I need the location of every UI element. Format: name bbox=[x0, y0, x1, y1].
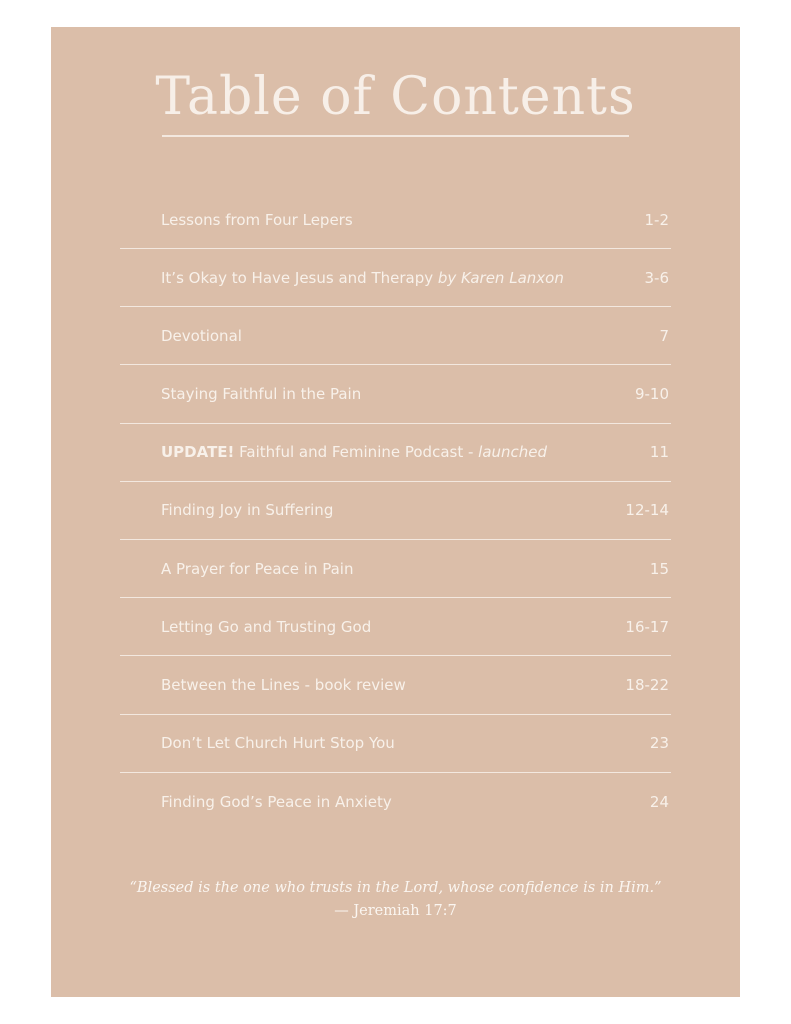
toc-entry-page: 16-17 bbox=[625, 617, 669, 636]
toc-entry-label: Finding God’s Peace in Anxiety bbox=[161, 792, 392, 811]
toc-entry-page: 9-10 bbox=[634, 384, 669, 403]
toc-entry[interactable] bbox=[120, 540, 671, 598]
quote-text: “Blessed is the one who trusts in the Lord, whose confidence is in Him.” bbox=[129, 880, 662, 896]
toc-entry-page: 7 bbox=[659, 326, 669, 345]
toc-entry-page: 3-6 bbox=[644, 268, 669, 287]
toc-entry[interactable] bbox=[120, 307, 671, 365]
toc-entry-label: Letting Go and Trusting God bbox=[161, 617, 372, 636]
toc-entry-label: Finding Joy in Suffering bbox=[161, 501, 334, 520]
toc-entry-label: A Prayer for Peace in Pain bbox=[161, 559, 354, 578]
toc-entry-page: 11 bbox=[649, 443, 669, 462]
toc-entry[interactable] bbox=[120, 482, 671, 540]
toc-entry[interactable] bbox=[120, 656, 671, 714]
quote-reference: — Jeremiah 17:7 bbox=[334, 903, 457, 919]
toc-entry[interactable] bbox=[120, 773, 671, 831]
toc-entry[interactable] bbox=[120, 365, 671, 423]
toc-entry-label: Staying Faithful in the Pain bbox=[161, 384, 362, 403]
toc-entry[interactable] bbox=[120, 715, 671, 773]
toc-entry[interactable] bbox=[120, 424, 671, 482]
toc-entry[interactable] bbox=[120, 249, 671, 307]
toc-entry-page: 15 bbox=[649, 559, 669, 578]
toc-entry-label: Don’t Let Church Hurt Stop You bbox=[161, 734, 395, 753]
toc-entry-prefix: UPDATE! bbox=[161, 443, 235, 462]
toc-entry-label: It’s Okay to Have Jesus and Therapy bbox=[161, 268, 438, 287]
toc-entry-label: Devotional bbox=[161, 326, 242, 345]
toc-entry-suffix: by Karen Lanxon bbox=[437, 268, 564, 287]
toc-entry-page: 1-2 bbox=[644, 211, 669, 229]
scripture-quote bbox=[51, 877, 740, 923]
toc-entry[interactable] bbox=[120, 598, 671, 656]
toc-page bbox=[51, 27, 740, 997]
toc-entry-label: Lessons from Four Lepers bbox=[161, 211, 353, 229]
page-title: Table of Contents bbox=[155, 67, 636, 127]
toc-entry[interactable] bbox=[120, 192, 671, 249]
toc-entry-page: 12-14 bbox=[625, 501, 669, 520]
toc-entry-label: Between the Lines - book review bbox=[161, 675, 406, 694]
title-underline bbox=[162, 135, 629, 137]
toc-entry-suffix: launched bbox=[478, 443, 548, 462]
toc-entry-label: Faithful and Feminine Podcast - bbox=[234, 443, 479, 462]
toc-entry-page: 24 bbox=[649, 792, 669, 811]
toc-entry-page: 23 bbox=[649, 734, 669, 753]
table-of-contents bbox=[120, 192, 671, 831]
toc-entry-page: 18-22 bbox=[625, 675, 669, 694]
